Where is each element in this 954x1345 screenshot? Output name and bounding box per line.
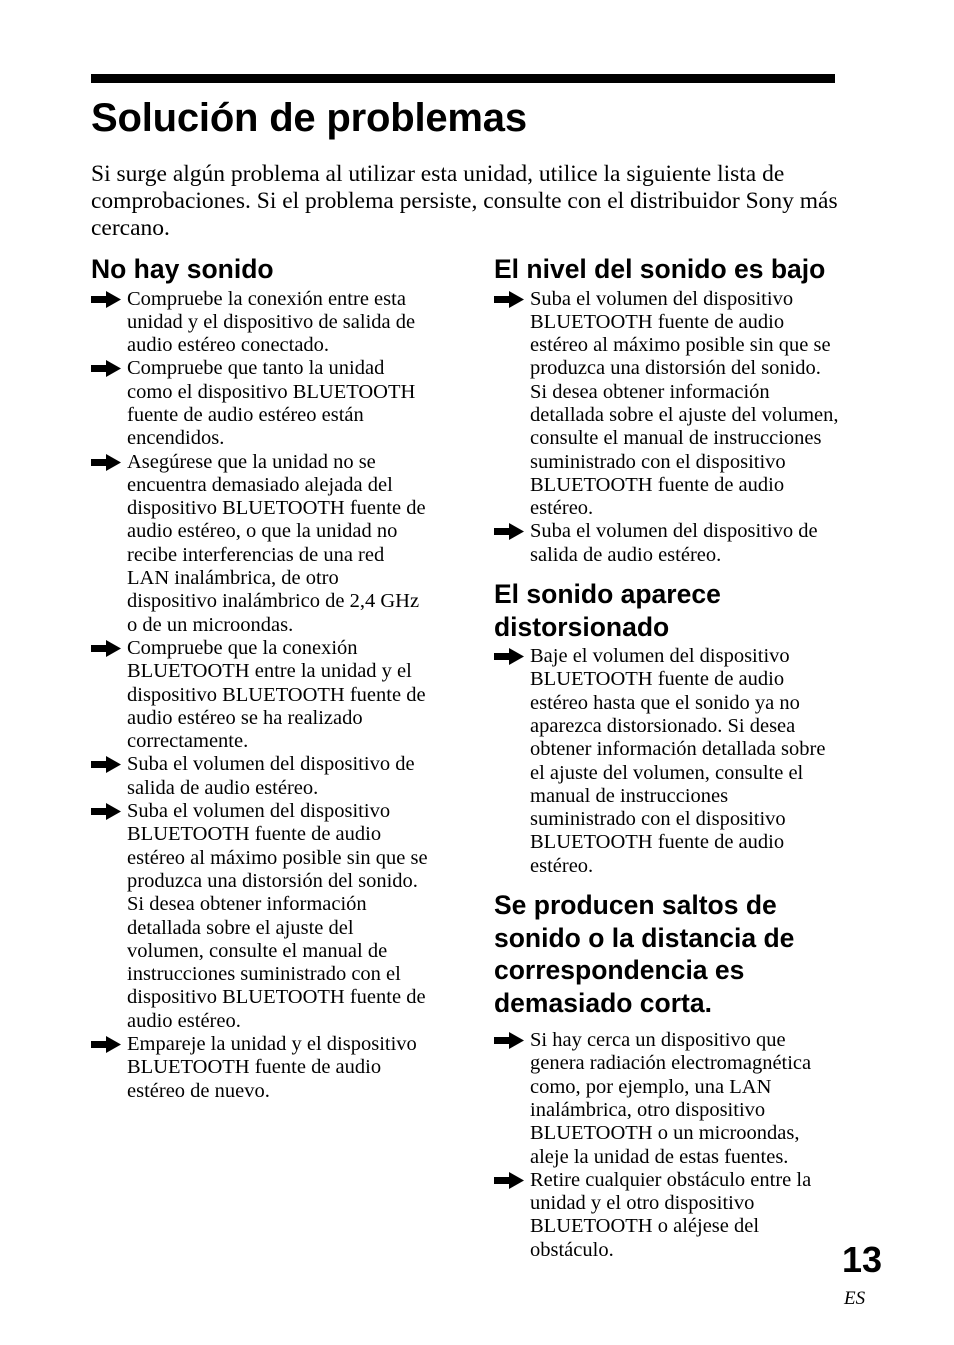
list-item [91,1033,431,1103]
list-item [494,288,839,521]
list-item [91,451,431,637]
section-low-volume [494,253,839,567]
arrow-right-icon [91,756,121,773]
page-title: Solución de problemas [91,96,527,140]
arrow-right-icon [494,1032,524,1049]
arrow-right-icon [494,1172,524,1189]
item-text: Asegúrese que la unidad no se encuentra demasiado alejada del dispositivo BLUETOOTH fuente de audio estéreo, o que la unidad no recibe interferencias de una red LAN inalámbrica, de otro dispositivo inalámbrico de 2,4 GHz o de un microondas. [127,450,426,636]
arrow-right-icon [91,640,121,657]
list-item [91,288,431,358]
item-list [494,288,839,568]
arrow-right-icon [91,454,121,471]
list-item [494,1169,839,1262]
page-number: 13 [842,1239,883,1280]
list-item [91,637,431,753]
item-text: Suba el volumen del dispositivo BLUETOOTH fuente de audio estéreo al máximo posible sin que se produzca una distorsión del sonido. Si desea obtener información detallada sobre el ajuste del volumen, consulte el manual de instrucciones suministrado con el dispositivo BLUETOOTH fuente de audio estéreo. [127,800,428,1032]
left-column [91,253,431,1103]
item-text: Empareje la unidad y el dispositivo BLUETOOTH fuente de audio estéreo de nuevo. [127,1033,417,1102]
list-item [91,357,431,450]
item-list [494,1029,839,1262]
section-heading: No hay sonido [91,254,274,284]
list-item [494,1029,839,1169]
item-text: Suba el volumen del dispositivo de salida de audio estéreo. [530,520,818,566]
item-text: Compruebe la conexión entre esta unidad y el dispositivo de salida de audio estéreo conectado. [127,287,416,357]
intro-paragraph: Si surge algún problema al utilizar esta unidad, utilice la siguiente lista de comprobaciones. Si el problema persiste, consulte con el distribuidor Sony más cercano. [91,161,838,241]
arrow-right-icon [494,648,524,665]
item-text: Suba el volumen del dispositivo de salida de audio estéreo. [127,753,415,799]
item-text: Si hay cerca un dispositivo que genera radiación electromagnética como, por ejemplo, una LAN inalámbrica, otro dispositivo BLUETOOTH o un microondas, aleje la unidad de estas fuentes. [530,1029,812,1168]
arrow-right-icon [91,1036,121,1053]
section-distorted-sound [494,578,839,878]
list-item [494,645,839,878]
item-text: Retire cualquier obstáculo entre la unidad y el otro dispositivo BLUETOOTH o aléjese del obstáculo. [530,1168,812,1261]
arrow-right-icon [494,291,524,308]
language-code: ES [844,1288,866,1309]
header-rule [91,74,835,83]
item-text: Baje el volumen del dispositivo BLUETOOTH fuente de audio estéreo hasta que el sonido ya no aparezca distorsionado. Si desea obtener información detallada sobre el ajuste del volumen, consulte el manual de instrucciones suministrado con el dispositivo BLUETOOTH fuente de audio estéreo. [530,645,826,877]
arrow-right-icon [91,291,121,308]
item-text: Suba el volumen del dispositivo BLUETOOTH fuente de audio estéreo al máximo posible sin que se produzca una distorsión del sonido. Si desea obtener información detallada sobre el ajuste del volumen, consulte el manual de instrucciones suministrado con el dispositivo BLUETOOTH fuente de audio estéreo. [530,287,839,520]
item-list [494,645,839,878]
arrow-right-icon [494,523,524,540]
right-column [494,253,839,1262]
section-heading: El nivel del sonido es bajo [494,254,826,284]
arrow-right-icon [91,803,121,820]
section-heading: El sonido aparece distorsionado [494,579,721,642]
list-item [91,800,431,1033]
arrow-right-icon [91,360,121,377]
item-text: Compruebe que la conexión BLUETOOTH entre la unidad y el dispositivo BLUETOOTH fuente de audio estéreo se ha realizado correctamente. [127,636,426,753]
section-no-sound [91,253,431,1103]
section-sound-skips [494,889,839,1262]
item-text: Compruebe que tanto la unidad como el dispositivo BLUETOOTH fuente de audio estéreo están encendidos. [127,357,416,450]
list-item [494,520,839,567]
section-heading: Se producen saltos de sonido o la distancia de correspondencia es demasiado corta. [494,890,795,1018]
list-item [91,753,431,800]
item-list [91,288,431,1103]
